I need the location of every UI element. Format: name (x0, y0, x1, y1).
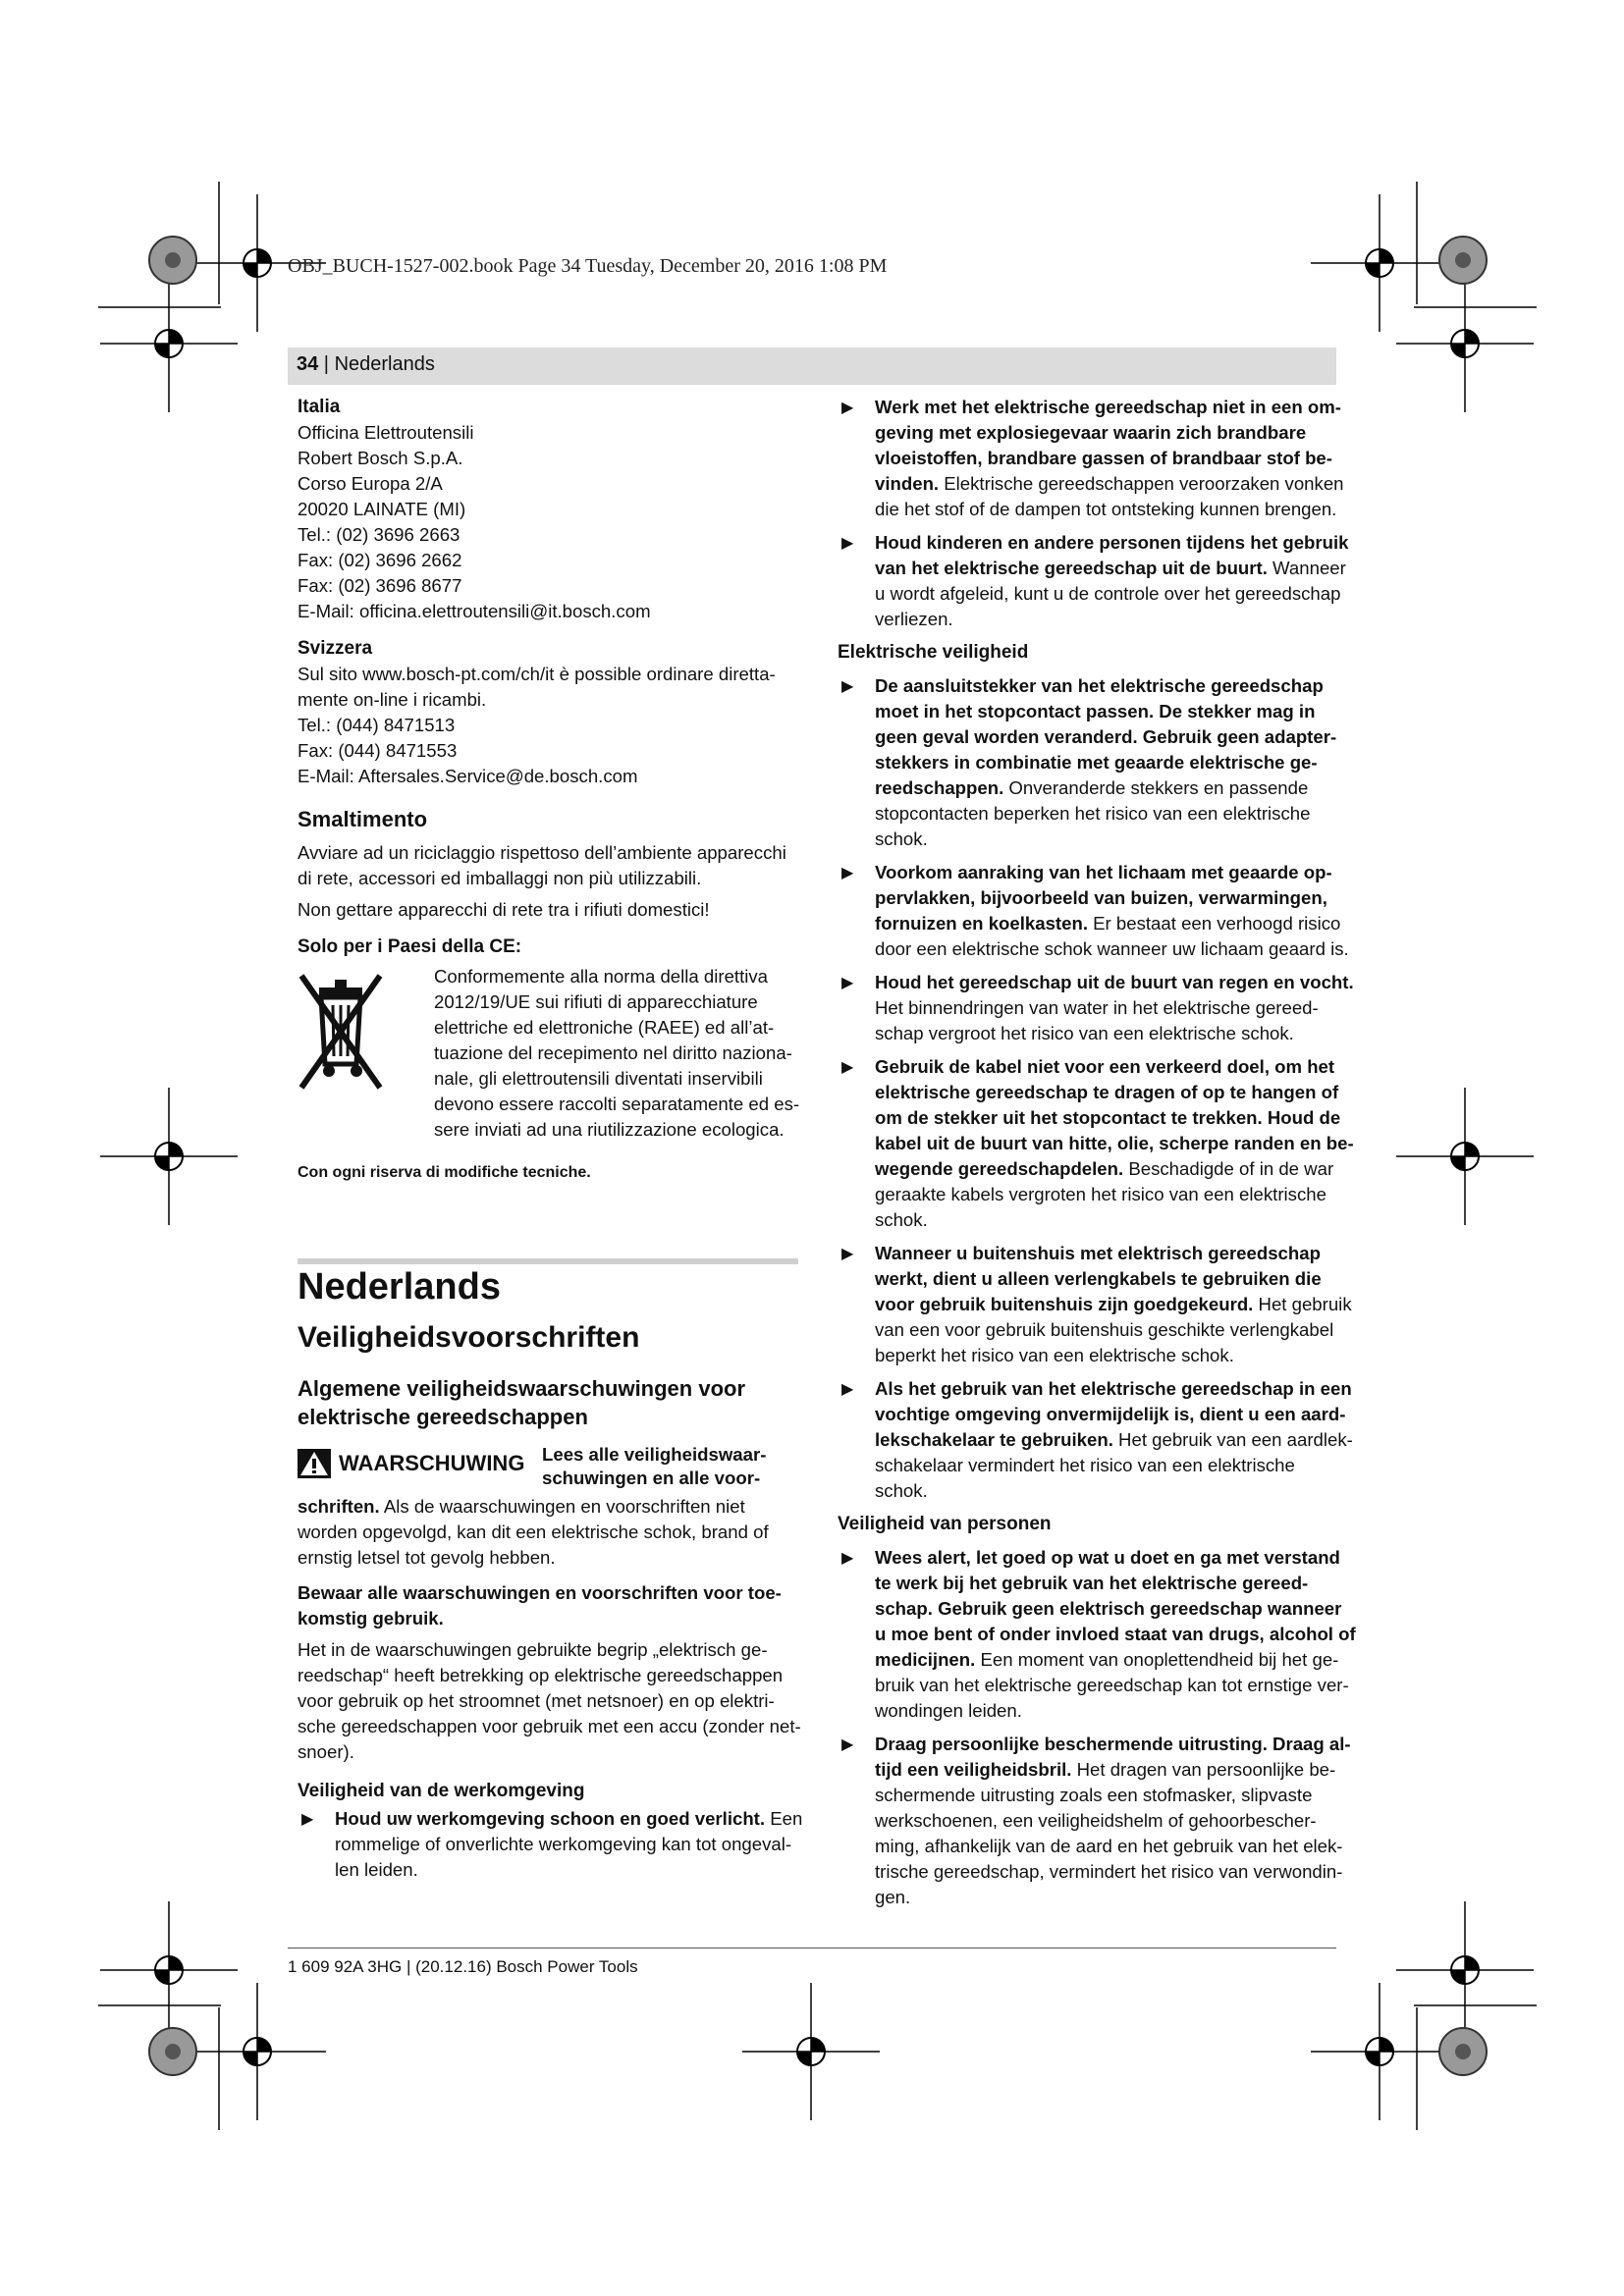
smaltimento-heading: Smaltimento (298, 807, 428, 831)
bullet-arrow-icon: ▶ (841, 535, 854, 552)
begrip-paragraph: Het in de waarschuwingen gebruikte begrip „elektrisch ge- reedschap“ heeft betrekking op elektrische gereedschappen voor gebruik op het stroomnet (met netsnoer) en op elektri- sche gereedschappen voor gebruik met een accu (zonder net- snoer). (298, 1639, 801, 1762)
left-column (298, 395, 808, 1186)
italia-address: Officina Elettroutensili Robert Bosch S.p.A. Corso Europa 2/A 20020 LAINATE (MI) Tel.: (02) 3696 2663 Fax: (02) 3696 2662 Fax: (02) 3696 8677 E-Mail: officina.elettroutensili@it.bosch.com (298, 422, 651, 621)
bullet-arrow-icon: ▶ (841, 400, 854, 416)
bullet-arrow-icon: ▶ (841, 1736, 854, 1753)
safety-bullet-b4: ▶ Voorkom aanraking van het lichaam met geaarde op- pervlakken, bijvoorbeeld van buizen, verwarmingen, fornuizen en koelkasten. Er bestaat een verhoogd risico door een elektrische schok wanneer uw lichaam geaard is. (841, 862, 1349, 959)
bullet-arrow-icon: ▶ (841, 1381, 854, 1398)
solo-ce-heading: Solo per i Paesi della CE: (298, 936, 522, 957)
safety-bullet-b9: ▶ Wees alert, let goed op wat u doet en ga met verstand te werk bij het gebruik van het elektrische gereed- schap. Gebruik geen elektrisch gereedschap wanneer u moe bent of onder invloed staat van drugs, alcohol of medicijnen. Een moment van onoplettendheid bij het ge- bruik van het elektrische gereedschap kan tot ernstige ver- wondingen leiden. (841, 1547, 1356, 1721)
warning-block (298, 1443, 808, 1494)
svizzera-address: Sul sito www.bosch-pt.com/ch/it è possible ordinare diretta- mente on-line i ricambi. Tel.: (044) 8471513 Fax: (044) 8471553 E-Mail: Aftersales.Service@de.bosch.com (298, 664, 776, 786)
safety-bullet-b5: ▶ Houd het gereedschap uit de buurt van regen en vocht. Het binnendringen van water in het elektrische gereed- schap vergroot het risico van een elektrische schok. (841, 972, 1354, 1043)
bullet-arrow-icon: ▶ (301, 1811, 314, 1828)
bullet-arrow-icon: ▶ (841, 1550, 854, 1567)
bullet-arrow-icon: ▶ (841, 1246, 854, 1262)
warning-bold-right: Lees alle veiligheidswaar- schuwingen en alle voor- (542, 1444, 767, 1488)
page-number: 34 (297, 353, 319, 375)
warning-triangle-icon (298, 1449, 331, 1478)
warning-label: WAARSCHUWING (298, 1449, 524, 1478)
algemene-heading: Algemene veiligheidswaarschuwingen voor elektrische gereedschappen (298, 1376, 746, 1429)
safety-bullet-b10: ▶ Draag persoonlijke beschermende uitrusting. Draag al- tijd een veiligheidsbril. Het dragen van persoonlijke be- schermende uitrusting zoals een stofmasker, slipvaste werkschoenen, een veiligheidshelm of gehoorbescher- ming, afhankelijk van de aard en het gebruik van het elek- trische gereedschap, vermindert het risico van verwondin- gen. (841, 1734, 1351, 1907)
warning-text: schriften. Als de waarschuwingen en voorschriften niet worden opgevolgd, kan dit een elektrische schok, brand of ernstig letsel tot gevolg hebben. (298, 1496, 769, 1568)
file-info-line: OBJ_BUCH-1527-002.book Page 34 Tuesday, December 20, 2016 1:08 PM (288, 255, 888, 277)
weee-text: Conformemente alla norma della direttiva 2012/19/UE sui rifiuti di apparecchiature elettriche ed elettroniche (RAEE) ed all’at- tuazione del recepimento nel diritto naziona- nale, gli elettroutensili diventati inservibili devono essere raccolti separatamente ed es- sere inviati ad una riutilizzazione ecologica. (434, 966, 800, 1140)
bullet-arrow-icon: ▶ (841, 1059, 854, 1076)
italia-heading: Italia (298, 397, 341, 417)
safety-bullet-b2: ▶ Houd kinderen en andere personen tijdens het gebruik van het elektrische gereedschap uit de buurt. Wanneer u wordt afgeleid, kunt u de controle over het gereedschap verliezen. (841, 532, 1349, 629)
personen-heading: Veiligheid van personen (838, 1514, 1052, 1534)
svizzera-heading: Svizzera (298, 638, 373, 659)
smaltimento-text: Avviare ad un riciclaggio rispettoso dell’ambiente apparecchi di rete, accessori ed imballaggi non più utilizzabili. Non gettare apparecchi di rete tra i rifiuti domestici! (298, 842, 786, 920)
safety-bullet-b1: ▶ Werk met het elektrische gereedschap niet in een om- geving met explosiegevaar waarin zich brandbare vloeistoffen, brandbare gassen of brandbaar stof be- vinden. Elektrische gereedschappen veroorzaken vonken die het stof of de dampen tot ontsteking kunnen brengen. (841, 397, 1344, 519)
page-header: 34 | Nederlands (297, 353, 435, 375)
werkomgeving-bullet: ▶ Houd uw werkomgeving schoon en goed verlicht. Een rommelige of onverlichte werkomgeving kan tot ongeval- len leiden. (301, 1808, 803, 1880)
riserva-note: Con ogni riserva di modifiche tecniche. (298, 1164, 591, 1181)
safety-bullet-b7: ▶ Wanneer u buitenshuis met elektrisch gereedschap werkt, dient u alleen verlengkabels te gebruiken die voor gebruik buitenshuis zijn goedgekeurd. Het gebruik van een voor gebruik buitenshuis geschikte verlengkabel beperkt het risico van een elektrische schok. (841, 1243, 1352, 1365)
nederlands-title: Nederlands (298, 1266, 501, 1308)
safety-bullet-b3: ▶ De aansluitstekker van het elektrische gereedschap moet in het stopcontact passen. De stekker mag in geen geval worden veranderd. Gebruik geen adapter- stekkers in combinatie met geaarde elektrische ge- reedschappen. Onveranderde stekkers en passende stopcontacten beperken het risico van een elektrische schok. (841, 675, 1337, 849)
bewaar-heading: Bewaar alle waarschuwingen en voorschriften voor toe- komstig gebruik. (298, 1582, 782, 1629)
bullet-arrow-icon: ▶ (841, 975, 854, 991)
footer-rule (288, 1948, 1336, 1949)
page-section-title: Nederlands (334, 353, 435, 375)
weee-block (298, 964, 808, 1150)
safety-bullet-b8: ▶ Als het gebruik van het elektrische gereedschap in een vochtige omgeving onvermijdelijk is, dient u een aard- lekschakelaar te gebruiken. Het gebruik van een aardlek- schakelaar vermindert het risico van een elektrische schok. (841, 1378, 1353, 1501)
elektrische-heading: Elektrische veiligheid (838, 642, 1029, 663)
page-header-bar (288, 347, 1336, 385)
veiligheidsvoorschriften-title: Veiligheidsvoorschriften (298, 1321, 640, 1354)
bullet-arrow-icon: ▶ (841, 678, 854, 695)
left-column-lower (298, 1264, 808, 1883)
safety-bullet-b6: ▶ Gebruik de kabel niet voor een verkeerd doel, om het elektrische gereedschap te dragen of op te hangen of om de stekker uit het stopcontact te trekken. Houd de kabel uit de buurt van hitte, olie, scherpe randen en be- wegende gereedschapdelen. Beschadigde of in de war geraakte kabels vergroten het risico van een elektrische schok. (841, 1056, 1354, 1230)
bullet-arrow-icon: ▶ (841, 865, 854, 881)
crossed-bin-icon (298, 970, 384, 1099)
werkomgeving-heading: Veiligheid van de werkomgeving (298, 1781, 585, 1801)
right-column (838, 395, 1363, 1910)
page-footer: 1 609 92A 3HG | (20.12.16) Bosch Power Tools (288, 1957, 638, 1976)
